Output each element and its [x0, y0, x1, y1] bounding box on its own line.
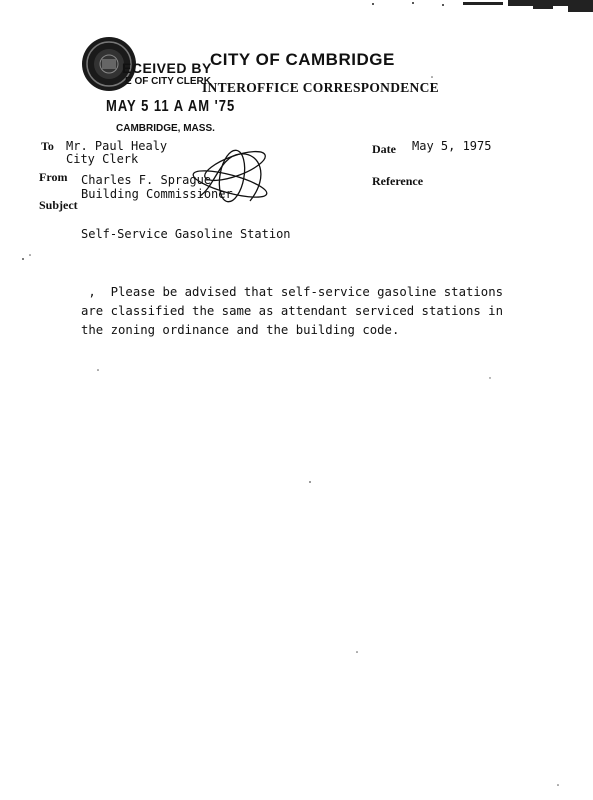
reference-label: Reference	[372, 174, 424, 188]
received-stamp: ECEIVED BY	[122, 60, 212, 76]
received-stamp-city: CAMBRIDGE, MASS.	[116, 123, 215, 134]
received-stamp-office: E OF CITY CLERK	[125, 76, 211, 87]
subject-label: Subject	[39, 198, 78, 212]
header-title: CITY OF CAMBRIDGE	[210, 50, 395, 69]
subject-value: Self-Service Gasoline Station	[81, 227, 291, 241]
to-label: To	[41, 139, 54, 153]
body-line: , Please be advised that self-service gasoline stations	[81, 285, 504, 299]
date-label: Date	[372, 142, 396, 156]
date-value: May 5, 1975	[412, 139, 492, 153]
from-title: Building Commissioner	[81, 187, 233, 201]
to-name: Mr. Paul Healy	[66, 139, 168, 153]
header-subtitle: INTEROFFICE CORRESPONDENCE	[202, 80, 439, 95]
to-title: City Clerk	[66, 152, 139, 166]
body-line: the zoning ordinance and the building code.	[81, 323, 400, 337]
from-label: From	[39, 170, 68, 184]
received-stamp-date: MAY 5 11 A AM '75	[106, 96, 236, 115]
from-name: Charles F. Sprague	[81, 173, 212, 187]
body-line: are classified the same as attendant serviced stations in	[81, 304, 503, 318]
